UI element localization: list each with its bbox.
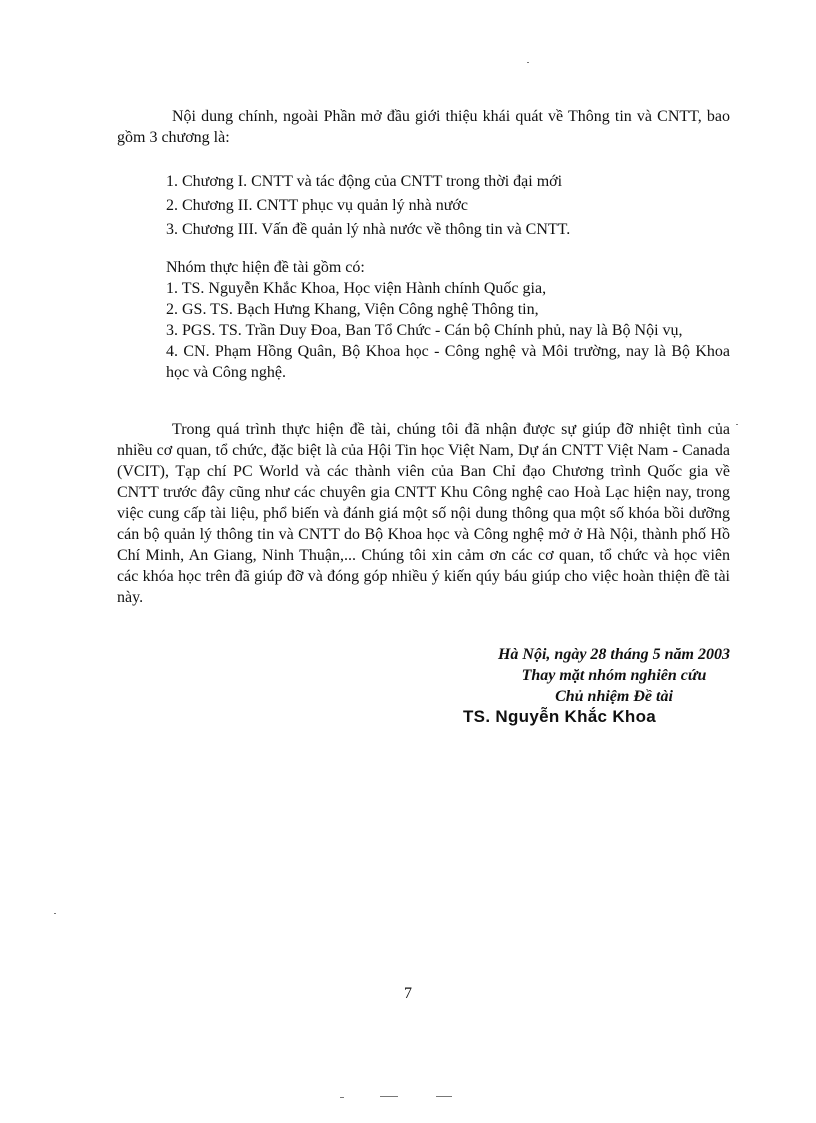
scan-speck — [340, 1097, 344, 1098]
team-member: 3. PGS. TS. Trần Duy Đoa, Ban Tổ Chức - Cán bộ Chính phủ, nay là Bộ Nội vụ, — [166, 322, 683, 339]
signer-name: TS. Nguyễn Khắc Khoa — [463, 707, 657, 726]
signature-role: Chủ nhiệm Đề tài — [555, 688, 673, 705]
intro-paragraph — [117, 106, 730, 148]
signature-date: Hà Nội, ngày 28 tháng 5 năm 2003 — [497, 646, 730, 663]
scan-speck — [736, 424, 738, 425]
team-member: 1. TS. Nguyễn Khắc Khoa, Học viện Hành chính Quốc gia, — [166, 280, 547, 297]
chapter-item: 3. Chương III. Vấn đề quản lý nhà nước về thông tin và CNTT. — [166, 221, 571, 238]
acknowledgement-paragraph — [117, 419, 730, 608]
intro-text: Nội dung chính, ngoài Phần mở đầu giới thiệu khái quát về Thông tin và CNTT, bao gồm 3 chương là: — [117, 108, 730, 146]
team-member-list — [166, 278, 730, 383]
scan-speck — [54, 913, 56, 914]
chapter-item: 1. Chương I. CNTT và tác động của CNTT trong thời đại mới — [166, 173, 563, 190]
team-member: 2. GS. TS. Bạch Hưng Khang, Viện Công nghệ Thông tin, — [166, 301, 539, 318]
scan-speck — [527, 62, 529, 63]
team-heading: Nhóm thực hiện đề tài gồm có: — [166, 259, 365, 276]
chapter-item: 2. Chương II. CNTT phục vụ quản lý nhà nước — [166, 197, 468, 214]
signature-on-behalf: Thay mặt nhóm nghiên cứu — [521, 667, 707, 684]
chapter-list — [166, 170, 570, 242]
team-member: 4. CN. Phạm Hồng Quân, Bộ Khoa học - Công nghệ và Môi trường, nay là Bộ Khoa học và Công nghệ. — [166, 343, 730, 381]
signature-block — [498, 644, 730, 707]
scan-speck — [380, 1096, 398, 1097]
scan-speck — [436, 1096, 452, 1097]
acknowledgement-text: Trong quá trình thực hiện đề tài, chúng tôi đã nhận được sự giúp đỡ nhiệt tình của nhiều cơ quan, tổ chức, đặc biệt là của Hội Tin học Việt Nam, Dự án CNTT Việt Nam - Canada (VCIT), Tạp chí PC World và các thành viên của Ban Chỉ đạo Chương trình Quốc gia về CNTT trước đây cũng như các chuyên gia CNTT Khu Công nghệ cao Hoà Lạc hiện nay, trong việc cung cấp tài liệu, phổ biến và đánh giá một số nội dung thông qua một số khóa bồi dưỡng cán bộ quản lý thông tin và CNTT do Bộ Khoa học và Công nghệ mở ở Hà Nội, thành phố Hồ Chí Minh, An Giang, Ninh Thuận,... Chúng tôi xin cảm ơn các cơ quan, tổ chức và học viên các khóa học trên đã giúp đỡ và đóng góp nhiều ý kiến qúy báu giúp cho việc hoàn thiện đề tài này. — [117, 421, 730, 606]
page-number: 7 — [404, 985, 412, 1002]
